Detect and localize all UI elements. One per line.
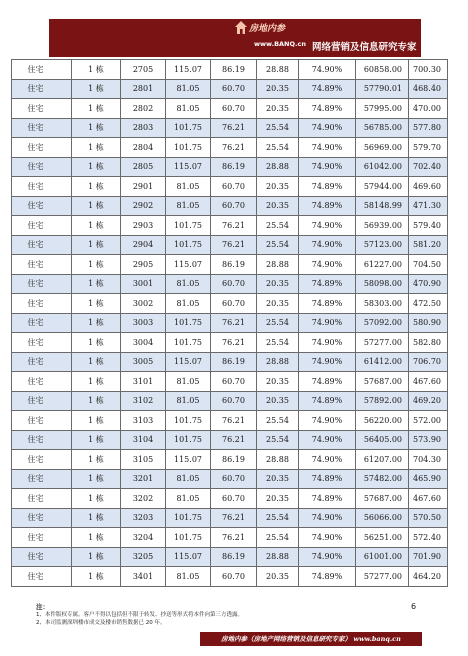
table-row [12,430,448,450]
cell-type: 住宅 [12,177,72,197]
cell-inner-area: 60.70 [211,567,257,587]
cell-type: 住宅 [12,450,72,470]
cell-type: 住宅 [12,508,72,528]
cell-area: 81.05 [166,372,211,392]
cell-area: 115.07 [166,352,211,372]
table-row [12,118,448,138]
cell-area: 101.75 [166,235,211,255]
cell-price: 58098.00 [356,274,409,294]
cell-unit: 3205 [121,547,166,567]
cell-shared-area: 28.88 [257,255,299,275]
cell-building: 1 栋 [72,469,121,489]
cell-total: 468.40 [409,79,448,99]
cell-shared-area: 25.54 [257,138,299,158]
cell-building: 1 栋 [72,294,121,314]
cell-building: 1 栋 [72,216,121,236]
cell-area: 101.75 [166,528,211,548]
cell-price: 61001.00 [356,547,409,567]
cell-shared-area: 20.35 [257,99,299,119]
cell-building: 1 栋 [72,430,121,450]
page-number: 6 [411,602,417,611]
cell-shared-area: 28.88 [257,60,299,80]
table-row [12,352,448,372]
cell-total: 471.30 [409,196,448,216]
cell-type: 住宅 [12,79,72,99]
cell-price: 56785.00 [356,118,409,138]
cell-type: 住宅 [12,60,72,80]
cell-ratio: 74.90% [299,508,356,528]
cell-type: 住宅 [12,430,72,450]
cell-shared-area: 20.35 [257,567,299,587]
cell-ratio: 74.89% [299,489,356,509]
cell-total: 702.40 [409,157,448,177]
cell-area: 101.75 [166,313,211,333]
cell-ratio: 74.90% [299,528,356,548]
cell-unit: 3201 [121,469,166,489]
cell-area: 101.75 [166,430,211,450]
cell-type: 住宅 [12,333,72,353]
cell-building: 1 栋 [72,235,121,255]
cell-total: 704.50 [409,255,448,275]
cell-price: 57277.00 [356,567,409,587]
cell-ratio: 74.90% [299,352,356,372]
cell-building: 1 栋 [72,313,121,333]
cell-shared-area: 25.54 [257,508,299,528]
table-row [12,313,448,333]
table-row [12,372,448,392]
cell-type: 住宅 [12,528,72,548]
cell-price: 57482.00 [356,469,409,489]
cell-total: 704.30 [409,450,448,470]
cell-building: 1 栋 [72,508,121,528]
cell-ratio: 74.90% [299,118,356,138]
cell-shared-area: 28.88 [257,450,299,470]
table-row [12,333,448,353]
cell-price: 61412.00 [356,352,409,372]
cell-shared-area: 20.35 [257,294,299,314]
brand-tagline: 网络营销及信息研究专家 [312,42,417,53]
table-row [12,391,448,411]
cell-unit: 3105 [121,450,166,470]
cell-building: 1 栋 [72,528,121,548]
cell-ratio: 74.89% [299,391,356,411]
cell-ratio: 74.90% [299,235,356,255]
table-row [12,235,448,255]
note-line: 2、本司监测深圳楼市成交及楼市销售数据已 20 年。 [36,620,166,626]
cell-area: 101.75 [166,411,211,431]
cell-unit: 3204 [121,528,166,548]
cell-unit: 2905 [121,255,166,275]
cell-building: 1 栋 [72,450,121,470]
cell-total: 579.40 [409,216,448,236]
cell-inner-area: 86.19 [211,450,257,470]
cell-inner-area: 60.70 [211,196,257,216]
notes-label: 注： [36,603,49,611]
cell-ratio: 74.90% [299,157,356,177]
cell-unit: 3101 [121,372,166,392]
table-row [12,157,448,177]
cell-type: 住宅 [12,294,72,314]
cell-price: 57687.00 [356,372,409,392]
cell-building: 1 栋 [72,547,121,567]
table-row [12,528,448,548]
cell-area: 115.07 [166,450,211,470]
table-row [12,216,448,236]
cell-ratio: 74.89% [299,274,356,294]
cell-price: 61207.00 [356,450,409,470]
cell-building: 1 栋 [72,567,121,587]
cell-total: 582.80 [409,333,448,353]
cell-area: 115.07 [166,157,211,177]
cell-area: 115.07 [166,255,211,275]
cell-ratio: 74.90% [299,547,356,567]
cell-price: 57092.00 [356,313,409,333]
table-row [12,255,448,275]
cell-inner-area: 76.21 [211,313,257,333]
cell-unit: 3005 [121,352,166,372]
cell-price: 57123.00 [356,235,409,255]
cell-building: 1 栋 [72,79,121,99]
cell-inner-area: 60.70 [211,372,257,392]
cell-ratio: 74.90% [299,411,356,431]
cell-unit: 2803 [121,118,166,138]
cell-building: 1 栋 [72,177,121,197]
cell-total: 469.20 [409,391,448,411]
cell-building: 1 栋 [72,411,121,431]
cell-unit: 2805 [121,157,166,177]
cell-shared-area: 20.35 [257,79,299,99]
cell-ratio: 74.90% [299,313,356,333]
table-row [12,274,448,294]
cell-unit: 2904 [121,235,166,255]
table-row [12,177,448,197]
cell-ratio: 74.90% [299,450,356,470]
cell-building: 1 栋 [72,372,121,392]
house-logo-icon [234,20,248,36]
cell-total: 577.80 [409,118,448,138]
cell-total: 467.60 [409,489,448,509]
cell-unit: 2902 [121,196,166,216]
cell-ratio: 74.89% [299,99,356,119]
cell-building: 1 栋 [72,138,121,158]
cell-unit: 3002 [121,294,166,314]
cell-price: 57995.00 [356,99,409,119]
cell-inner-area: 76.21 [211,216,257,236]
cell-price: 56939.00 [356,216,409,236]
cell-unit: 3103 [121,411,166,431]
brand-site: www.BANQ.cn [254,39,306,48]
cell-ratio: 74.90% [299,60,356,80]
cell-type: 住宅 [12,489,72,509]
cell-inner-area: 60.70 [211,274,257,294]
table-row [12,469,448,489]
cell-type: 住宅 [12,157,72,177]
cell-total: 469.60 [409,177,448,197]
cell-ratio: 74.89% [299,79,356,99]
cell-shared-area: 20.35 [257,274,299,294]
cell-price: 58303.00 [356,294,409,314]
cell-inner-area: 86.19 [211,352,257,372]
cell-price: 56220.00 [356,411,409,431]
cell-building: 1 栋 [72,333,121,353]
cell-type: 住宅 [12,372,72,392]
cell-total: 572.00 [409,411,448,431]
cell-shared-area: 25.54 [257,235,299,255]
brand-name: 房地内参 [249,24,286,34]
table-row [12,567,448,587]
cell-shared-area: 20.35 [257,489,299,509]
cell-shared-area: 25.54 [257,411,299,431]
cell-inner-area: 60.70 [211,294,257,314]
cell-type: 住宅 [12,391,72,411]
cell-building: 1 栋 [72,99,121,119]
cell-area: 115.07 [166,547,211,567]
cell-inner-area: 60.70 [211,79,257,99]
cell-type: 住宅 [12,99,72,119]
table-row [12,79,448,99]
cell-total: 570.50 [409,508,448,528]
table-row [12,547,448,567]
cell-total: 573.90 [409,430,448,450]
cell-ratio: 74.89% [299,567,356,587]
cell-shared-area: 25.54 [257,216,299,236]
cell-type: 住宅 [12,196,72,216]
table-row [12,411,448,431]
cell-price: 58148.99 [356,196,409,216]
cell-area: 81.05 [166,79,211,99]
cell-area: 81.05 [166,196,211,216]
cell-inner-area: 76.21 [211,528,257,548]
cell-price: 57790.01 [356,79,409,99]
cell-shared-area: 20.35 [257,177,299,197]
footer-banner [200,632,422,646]
cell-price: 57892.00 [356,391,409,411]
cell-area: 101.75 [166,508,211,528]
cell-type: 住宅 [12,469,72,489]
cell-unit: 2804 [121,138,166,158]
cell-unit: 3001 [121,274,166,294]
cell-total: 579.70 [409,138,448,158]
cell-building: 1 栋 [72,274,121,294]
cell-price: 61042.00 [356,157,409,177]
cell-inner-area: 60.70 [211,177,257,197]
cell-area: 81.05 [166,274,211,294]
cell-shared-area: 28.88 [257,157,299,177]
cell-area: 81.05 [166,177,211,197]
cell-price: 56251.00 [356,528,409,548]
cell-type: 住宅 [12,138,72,158]
cell-ratio: 74.90% [299,216,356,236]
cell-building: 1 栋 [72,157,121,177]
cell-total: 465.90 [409,469,448,489]
cell-type: 住宅 [12,411,72,431]
cell-ratio: 74.90% [299,138,356,158]
cell-area: 81.05 [166,294,211,314]
cell-shared-area: 20.35 [257,391,299,411]
cell-type: 住宅 [12,255,72,275]
cell-unit: 3401 [121,567,166,587]
cell-price: 56405.00 [356,430,409,450]
cell-ratio: 74.90% [299,333,356,353]
cell-unit: 2901 [121,177,166,197]
cell-type: 住宅 [12,274,72,294]
cell-inner-area: 86.19 [211,255,257,275]
cell-inner-area: 60.70 [211,99,257,119]
cell-inner-area: 76.21 [211,430,257,450]
cell-unit: 3003 [121,313,166,333]
cell-price: 56969.00 [356,138,409,158]
table-row [12,99,448,119]
cell-inner-area: 60.70 [211,489,257,509]
cell-inner-area: 76.21 [211,333,257,353]
cell-area: 81.05 [166,469,211,489]
table-row [12,138,448,158]
cell-area: 81.05 [166,489,211,509]
cell-shared-area: 20.35 [257,469,299,489]
cell-unit: 3004 [121,333,166,353]
cell-shared-area: 25.54 [257,430,299,450]
cell-total: 580.90 [409,313,448,333]
cell-price: 57687.00 [356,489,409,509]
cell-building: 1 栋 [72,489,121,509]
cell-unit: 3202 [121,489,166,509]
cell-price: 57944.00 [356,177,409,197]
notes [36,603,416,627]
note-line: 1、本件版权专属。客户不得以包括但不限于转发、抄送等形式将本件向第三方透露。 [36,612,244,618]
cell-inner-area: 76.21 [211,508,257,528]
cell-total: 470.90 [409,274,448,294]
cell-total: 572.40 [409,528,448,548]
cell-total: 464.20 [409,567,448,587]
cell-inner-area: 76.21 [211,138,257,158]
cell-shared-area: 20.35 [257,196,299,216]
cell-shared-area: 25.54 [257,313,299,333]
cell-type: 住宅 [12,235,72,255]
cell-ratio: 74.89% [299,469,356,489]
cell-ratio: 74.89% [299,196,356,216]
cell-area: 81.05 [166,391,211,411]
cell-ratio: 74.89% [299,294,356,314]
cell-ratio: 74.89% [299,177,356,197]
cell-ratio: 74.89% [299,372,356,392]
footer-text: 房地内参（房地产网络营销及信息研究专家） www.banq.cn [221,635,401,643]
cell-price: 60858.00 [356,60,409,80]
header-banner [49,19,421,57]
table-row [12,450,448,470]
cell-area: 81.05 [166,99,211,119]
cell-ratio: 74.90% [299,430,356,450]
cell-area: 81.05 [166,567,211,587]
cell-area: 101.75 [166,333,211,353]
cell-ratio: 74.90% [299,255,356,275]
cell-inner-area: 86.19 [211,157,257,177]
cell-unit: 2801 [121,79,166,99]
cell-area: 101.75 [166,138,211,158]
cell-price: 61227.00 [356,255,409,275]
cell-area: 115.07 [166,60,211,80]
cell-inner-area: 60.70 [211,391,257,411]
table-row [12,196,448,216]
cell-type: 住宅 [12,313,72,333]
cell-shared-area: 25.54 [257,118,299,138]
cell-shared-area: 20.35 [257,372,299,392]
cell-price: 57277.00 [356,333,409,353]
cell-total: 700.30 [409,60,448,80]
table-row [12,489,448,509]
cell-building: 1 栋 [72,196,121,216]
cell-total: 706.70 [409,352,448,372]
cell-unit: 3203 [121,508,166,528]
cell-unit: 3102 [121,391,166,411]
cell-building: 1 栋 [72,255,121,275]
cell-inner-area: 76.21 [211,411,257,431]
table-row [12,294,448,314]
cell-type: 住宅 [12,547,72,567]
cell-type: 住宅 [12,352,72,372]
cell-unit: 3104 [121,430,166,450]
cell-total: 467.60 [409,372,448,392]
cell-building: 1 栋 [72,352,121,372]
cell-building: 1 栋 [72,391,121,411]
cell-inner-area: 76.21 [211,118,257,138]
cell-total: 470.00 [409,99,448,119]
cell-type: 住宅 [12,118,72,138]
cell-type: 住宅 [12,216,72,236]
cell-total: 472.50 [409,294,448,314]
cell-shared-area: 25.54 [257,333,299,353]
cell-inner-area: 86.19 [211,547,257,567]
cell-total: 701.90 [409,547,448,567]
cell-price: 56066.00 [356,508,409,528]
cell-total: 581.20 [409,235,448,255]
cell-area: 101.75 [166,118,211,138]
cell-building: 1 栋 [72,118,121,138]
cell-unit: 2802 [121,99,166,119]
cell-unit: 2705 [121,60,166,80]
cell-area: 101.75 [166,216,211,236]
cell-shared-area: 28.88 [257,352,299,372]
table-row [12,508,448,528]
cell-unit: 2903 [121,216,166,236]
cell-inner-area: 86.19 [211,60,257,80]
cell-shared-area: 28.88 [257,547,299,567]
cell-building: 1 栋 [72,60,121,80]
cell-inner-area: 60.70 [211,469,257,489]
cell-inner-area: 76.21 [211,235,257,255]
price-table [11,59,448,587]
cell-type: 住宅 [12,567,72,587]
table-row [12,60,448,80]
cell-shared-area: 25.54 [257,528,299,548]
